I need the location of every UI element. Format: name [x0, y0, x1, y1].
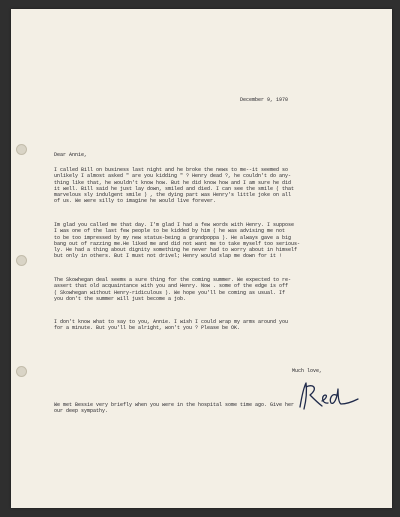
text-line: I was one of the last few people to be kidded by him ( he was advising me not — [54, 228, 286, 235]
text-line: ly. He had a thing about dignity something he never had to worry about in himself — [54, 247, 298, 254]
salutation: Dear Annie, — [54, 152, 88, 158]
text-line: to be too impressed by my new status-being a grandpoppa ). He always gave a big — [54, 234, 292, 241]
text-line: I don't know what to say to you, Annie. I wish I could wrap my arms around you — [54, 319, 289, 325]
text-line: The Skowhegan deal seems a sure thing for the coming summer. We expected to re- — [54, 277, 292, 283]
text-line: We met Bessie very briefly when you were in the hospital some time ago. Give her — [54, 402, 295, 408]
text-line: ( Skowhegan without Henry-ridiculous ). We hope you'll be coming as usual. If — [54, 289, 286, 296]
text-line: our deep sympathy. — [54, 408, 109, 415]
text-line: Im glad you called me that day. I'm glad I had a few words with Henry. I suppose — [54, 222, 295, 228]
punch-hole — [16, 255, 27, 266]
text-line: unlikely I almost asked " are you kidding " ? Henry dead ?, he couldn't do any- — [54, 173, 292, 180]
paragraph-2 — [54, 222, 374, 260]
letter-date: December 9, 1970 — [240, 97, 289, 103]
punch-hole — [16, 144, 27, 155]
paragraph-4 — [54, 319, 374, 332]
letter-page — [11, 9, 392, 508]
text-line: of us. We were silly to imagine he would live forever. — [54, 198, 217, 205]
text-line: thing like that, he wouldn't know how. But he did know how and I am sure he did — [54, 179, 292, 186]
paragraph-3 — [54, 277, 374, 302]
text-line: for a minute. But you'll be alright, won't you ? Please be OK. — [54, 325, 241, 332]
text-line: but only in others. But I must not drivel; Henry would slap me down for it ! — [54, 253, 283, 260]
text-line: assert that old acquaintance with you and Henry. Now . some of the edge is off — [54, 283, 289, 290]
text-line: you don't the summer will just become a job. — [54, 295, 187, 302]
paragraph-1 — [54, 167, 374, 205]
text-line: bang out of razzing me.He liked me and did not want me to take myself too serious- — [54, 240, 301, 247]
postscript — [54, 402, 374, 415]
closing: Much love, — [292, 368, 323, 374]
punch-hole — [16, 366, 27, 377]
text-line: I called Bill on business last night and he broke the news to me--it seemed so — [54, 167, 289, 173]
text-line: it well. Bill said he just lay down, smiled and died. I can see the smile ( that — [54, 185, 295, 192]
text-line: marvelous sly indulgent smile ) , the dying part was Henry's little joke on all — [54, 192, 292, 199]
